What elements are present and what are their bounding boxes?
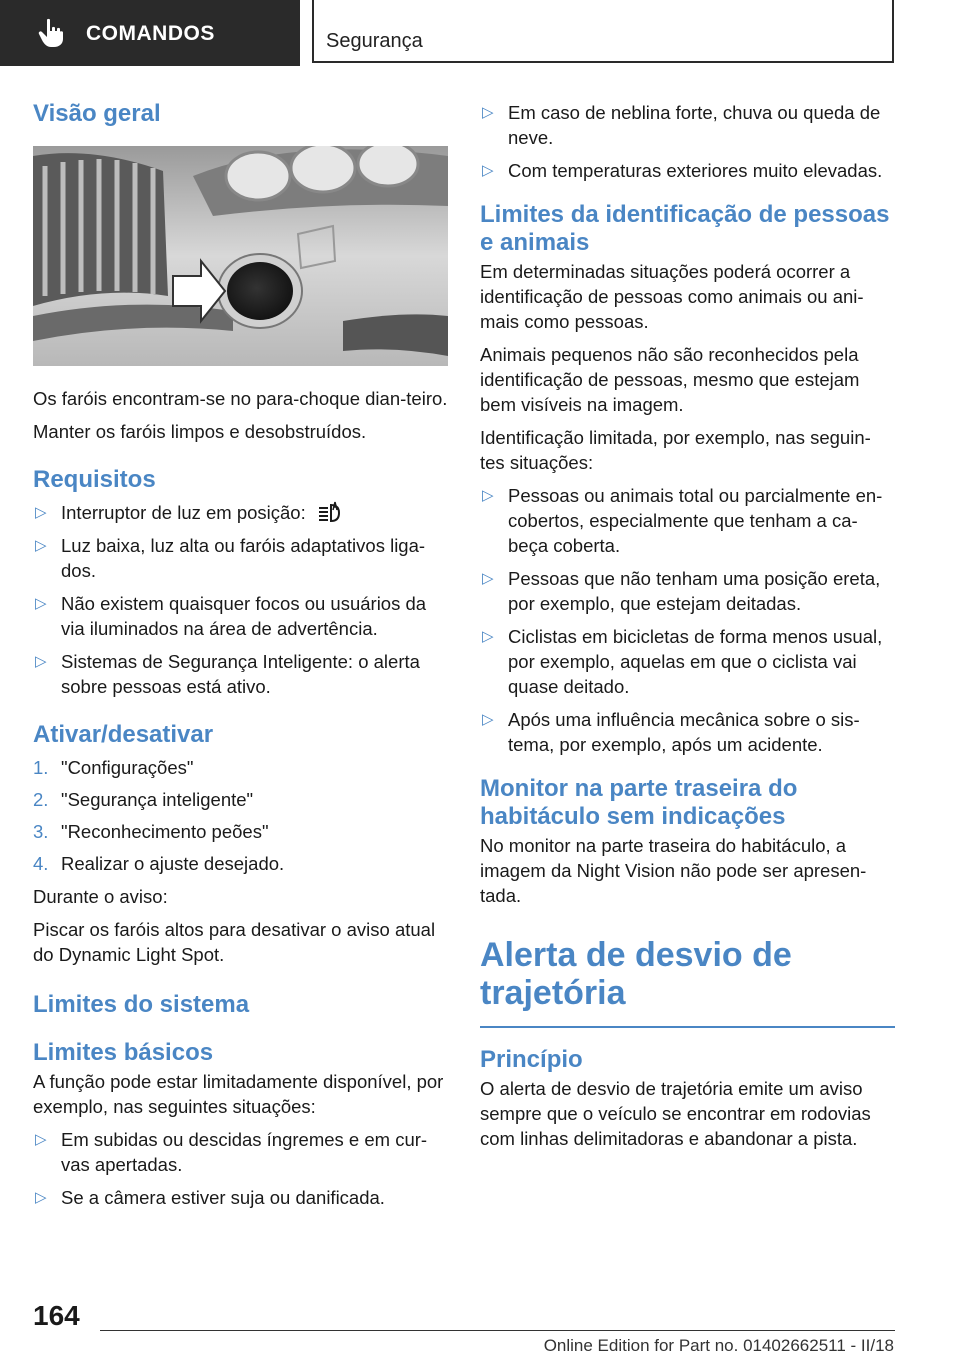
heading-identification-limits: Limites da identificação de pessoas e animais xyxy=(480,201,890,256)
steps-list xyxy=(33,755,448,876)
list-item: ▷ Luz baixa, luz alta ou faróis adaptativos liga-dos. xyxy=(35,535,426,581)
list-item: ▷ Ciclistas em bicicletas de forma menos usual, por exemplo, aquelas em que o ciclista vai quase deitado. xyxy=(482,626,883,697)
list-item: 4. Realizar o ajuste desejado. xyxy=(33,853,285,874)
heading-rear-monitor: Monitor na parte traseira do habitáculo sem indicações xyxy=(480,775,798,830)
page-number: 164 xyxy=(33,1300,80,1331)
basic-limits-list xyxy=(33,1127,448,1210)
list-item: 3. "Reconhecimento peões" xyxy=(33,821,269,842)
triangle-bullet-icon: ▷ xyxy=(35,1131,47,1148)
triangle-bullet-icon: ▷ xyxy=(35,595,47,612)
list-item: ▷ Pessoas que não tenham uma posição ereta, por exemplo, que estejam deitadas. xyxy=(482,568,881,614)
weather-limits-list xyxy=(480,100,895,183)
list-item: ▷ Pessoas ou animais total ou parcialmente en-cobertos, especialmente que tenham a ca-beça coberta. xyxy=(482,485,883,556)
heading-requirements: Requisitos xyxy=(33,466,156,493)
triangle-bullet-icon: ▷ xyxy=(482,487,494,504)
paragraph: Identificação limitada, por exemplo, nas seguin-tes situações: xyxy=(480,427,871,473)
triangle-bullet-icon: ▷ xyxy=(482,570,494,587)
heading-lane-departure: Alerta de desvio de trajetória xyxy=(480,936,792,1012)
triangle-bullet-icon: ▷ xyxy=(35,1189,47,1206)
heading-overview: Visão geral xyxy=(33,100,161,127)
hand-pointer-icon xyxy=(38,18,64,48)
list-item: 1. "Configurações" xyxy=(33,757,194,778)
paragraph: Durante o aviso: xyxy=(33,886,168,907)
heading-limits: Limites do sistema xyxy=(33,991,250,1018)
triangle-bullet-icon: ▷ xyxy=(482,628,494,645)
paragraph: No monitor na parte traseira do habitáculo, a imagem da Night Vision não pode ser apresen-tada. xyxy=(480,835,867,906)
list-item: ▷ Se a câmera estiver suja ou danificada. xyxy=(35,1187,385,1208)
paragraph: A função pode estar limitadamente disponível, por exemplo, nas seguintes situações: xyxy=(33,1071,444,1117)
list-item: ▷ Sistemas de Segurança Inteligente: o alerta sobre pessoas está ativo. xyxy=(35,651,420,697)
triangle-bullet-icon: ▷ xyxy=(482,711,494,728)
list-item: 2. "Segurança inteligente" xyxy=(33,789,254,810)
requirements-list xyxy=(33,500,448,699)
triangle-bullet-icon: ▷ xyxy=(35,504,47,521)
paragraph: Em determinadas situações poderá ocorrer a identificação de pessoas como animais ou ani-mais como pessoas. xyxy=(480,261,864,332)
triangle-bullet-icon: ▷ xyxy=(482,162,494,179)
triangle-bullet-icon: ▷ xyxy=(35,537,47,554)
section-divider xyxy=(480,1026,895,1028)
list-item: ▷ Em caso de neblina forte, chuva ou queda de neve. xyxy=(482,102,881,148)
list-item: ▷ Após uma influência mecânica sobre o sis-tema, por exemplo, após um acidente. xyxy=(482,709,860,755)
heading-activate: Ativar/desativar xyxy=(33,721,214,748)
paragraph: Piscar os faróis altos para desativar o aviso atual do Dynamic Light Spot. xyxy=(33,919,436,965)
heading-principle: Princípio xyxy=(480,1046,583,1073)
paragraph: Manter os faróis limpos e desobstruídos. xyxy=(33,421,367,442)
list-item: ▷ Interruptor de luz em posição: xyxy=(33,500,448,525)
list-item: ▷ Não existem quaisquer focos ou usuários da via iluminados na área de advertência. xyxy=(35,593,427,639)
heading-basic-limits: Limites básicos xyxy=(33,1039,214,1066)
section-title: COMANDOS xyxy=(86,22,215,45)
edition-note: Online Edition for Part no. 01402662511 - II/18 xyxy=(543,1336,894,1355)
page-header xyxy=(0,0,960,66)
identification-limits-list xyxy=(480,483,895,757)
footer-divider xyxy=(100,1330,895,1331)
headlight-photo xyxy=(33,146,448,366)
subsection-tab[interactable] xyxy=(312,0,894,63)
paragraph: Os faróis encontram-se no para-choque dian-teiro. xyxy=(33,388,448,409)
paragraph: Animais pequenos não são reconhecidos pela identificação de pessoas, mesmo que estejam bem visíveis na imagem. xyxy=(480,344,860,415)
high-beam-assist-icon xyxy=(317,501,343,523)
list-item: ▷ Em subidas ou descidas íngremes e em cur-vas apertadas. xyxy=(35,1129,428,1175)
paragraph: O alerta de desvio de trajetória emite um aviso sempre que o veículo se encontrar em rodovias com linhas delimitadoras e abandonar a pista. xyxy=(480,1078,871,1149)
list-item: ▷ Com temperaturas exteriores muito elevadas. xyxy=(482,160,883,181)
right-column xyxy=(480,100,895,1159)
subsection-title: Segurança xyxy=(326,30,423,52)
section-tab[interactable] xyxy=(0,0,300,66)
left-column xyxy=(33,100,448,1218)
triangle-bullet-icon: ▷ xyxy=(35,653,47,670)
triangle-bullet-icon: ▷ xyxy=(482,104,494,121)
